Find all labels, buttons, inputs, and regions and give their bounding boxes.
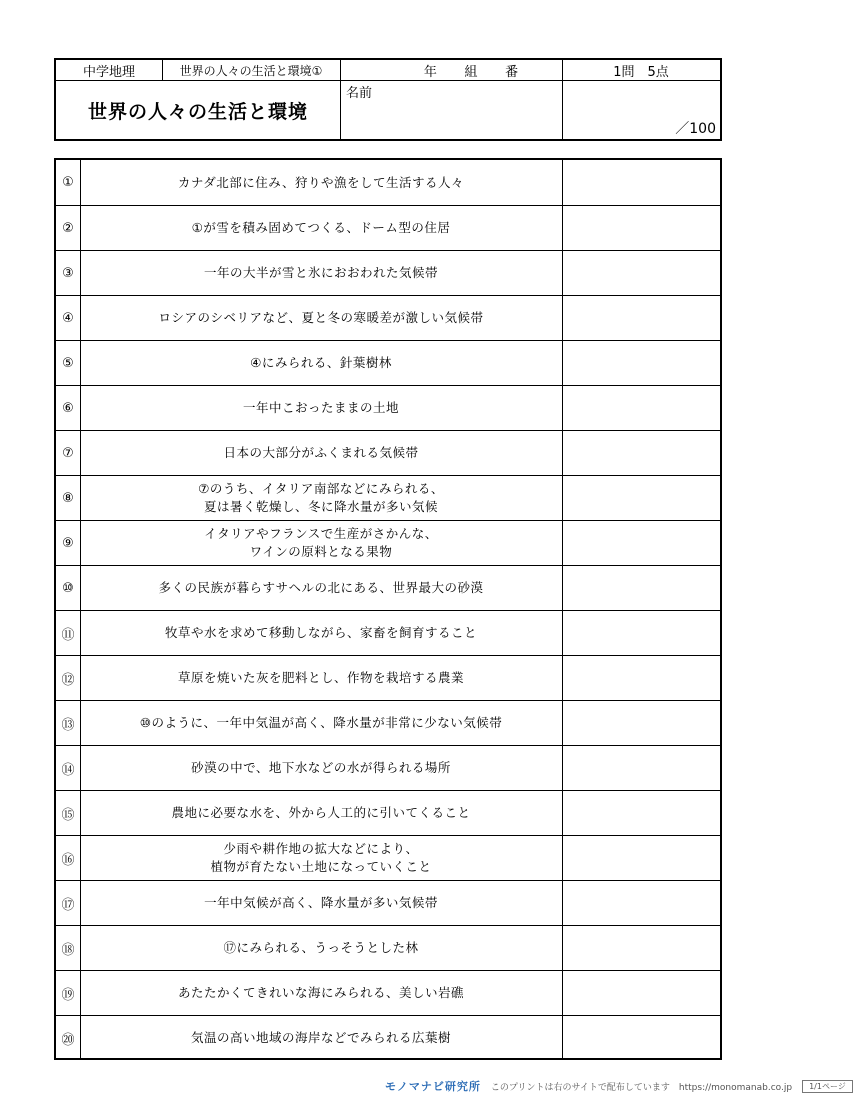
question-text-content: 気温の高い地域の海岸などでみられる広葉樹 (190, 1030, 451, 1045)
question-text (80, 881, 563, 925)
answer-box[interactable] (562, 926, 720, 970)
question-text (80, 701, 563, 745)
answer-box[interactable] (562, 881, 720, 925)
year-label: 年 (423, 64, 437, 80)
table-row (56, 295, 720, 340)
name-label: 名前 (346, 86, 373, 101)
footer (385, 1076, 846, 1096)
answer-box[interactable] (562, 1016, 720, 1060)
question-text (80, 611, 563, 655)
question-number: ⑲ (56, 971, 81, 1015)
question-number: ③ (56, 251, 81, 295)
question-text (80, 656, 563, 700)
answer-box[interactable] (562, 971, 720, 1015)
table-row (56, 835, 720, 880)
question-text (80, 1016, 563, 1060)
question-text (80, 386, 563, 430)
header-box (54, 58, 722, 141)
question-text (80, 971, 563, 1015)
answer-box[interactable] (562, 341, 720, 385)
question-number: ⑦ (56, 431, 81, 475)
table-row (56, 475, 720, 520)
table-row (56, 925, 720, 970)
table-row (56, 880, 720, 925)
subject-label: 中学地理 (82, 64, 135, 80)
table-row (56, 745, 720, 790)
table-row (56, 700, 720, 745)
question-text-content: ④にみられる、針葉樹林 (250, 355, 392, 370)
footer-note: このプリントは右のサイトで配布しています https://monomanab.co.jp (490, 1082, 793, 1093)
question-text-content: 牧草や水を求めて移動しながら、家畜を飼育すること (164, 625, 477, 640)
question-number: ⑨ (56, 521, 81, 565)
question-text (80, 566, 563, 610)
question-number: ⑳ (56, 1016, 81, 1060)
answer-box[interactable] (562, 611, 720, 655)
table-row (56, 970, 720, 1015)
question-text-content: 一年中こおったままの土地 (242, 400, 399, 415)
question-text-content: 農地に必要な水を、外から人工的に引いてくること (171, 805, 471, 820)
question-text-content: 草原を焼いた灰を肥料とし、作物を栽培する農業 (177, 670, 464, 685)
table-row (56, 250, 720, 295)
question-text (80, 521, 563, 565)
question-number: ⑫ (56, 656, 81, 700)
question-number: ⑱ (56, 926, 81, 970)
question-text-content: 少雨や耕作地の拡大などにより、 植物が育たない土地になっていくこと (210, 841, 432, 874)
question-text-content: ⑩のように、一年中気温が高く、降水量が非常に少ない気候帯 (139, 715, 503, 730)
answer-box[interactable] (562, 160, 720, 205)
question-text-content: ロシアのシベリアなど、夏と冬の寒暖差が激しい気候帯 (158, 310, 484, 325)
question-text-content: ⑰にみられる、うっそうとした林 (223, 940, 419, 955)
question-number: ① (56, 160, 81, 205)
page-title: 世界の人々の生活と環境 (87, 101, 308, 123)
number-label: 番 (505, 64, 519, 80)
table-row (56, 655, 720, 700)
class-number-labels (340, 60, 562, 80)
question-text-content: 多くの民族が暮らすサヘルの北にある、世界最大の砂漠 (158, 580, 484, 595)
question-text (80, 431, 563, 475)
question-number: ⑪ (56, 611, 81, 655)
table-row (56, 520, 720, 565)
answer-box[interactable] (562, 836, 720, 880)
table-row (56, 385, 720, 430)
question-text (80, 160, 563, 205)
question-number: ⑮ (56, 791, 81, 835)
unit-label: 世界の人々の生活と環境① (179, 63, 323, 78)
question-number: ⑧ (56, 476, 81, 520)
answer-box[interactable] (562, 431, 720, 475)
answer-box[interactable] (562, 386, 720, 430)
question-text (80, 926, 563, 970)
question-number: ⑯ (56, 836, 81, 880)
table-row (56, 205, 720, 250)
answer-box[interactable] (562, 791, 720, 835)
question-text (80, 251, 563, 295)
question-text (80, 206, 563, 250)
table-row (56, 160, 720, 205)
table-row (56, 340, 720, 385)
question-text-content: ①が雪を積み固めてつくる、ドーム型の住居 (191, 220, 451, 235)
answer-box[interactable] (562, 656, 720, 700)
question-number: ② (56, 206, 81, 250)
question-text (80, 746, 563, 790)
question-text-content: 日本の大部分がふくまれる気候帯 (223, 445, 419, 460)
answer-box[interactable] (562, 746, 720, 790)
question-text-content: 一年の大半が雪と氷におおわれた気候帯 (203, 265, 438, 280)
question-number: ⑥ (56, 386, 81, 430)
points-rule: 1問 5点 (613, 64, 669, 80)
answer-box[interactable] (562, 701, 720, 745)
answer-box[interactable] (562, 296, 720, 340)
question-number: ⑭ (56, 746, 81, 790)
max-score: ／100 (675, 121, 716, 137)
page-indicator: 1/1ページ (802, 1080, 853, 1093)
question-number: ⑬ (56, 701, 81, 745)
question-text-content: ⑦のうち、イタリア南部などにみられる、 夏は暑く乾燥し、冬に降水量が多い気候 (198, 481, 444, 514)
answer-box[interactable] (562, 251, 720, 295)
question-text (80, 341, 563, 385)
answer-box[interactable] (562, 521, 720, 565)
brand-logo: モノマナビ研究所 (385, 1080, 481, 1093)
question-table (54, 158, 722, 1060)
answer-box[interactable] (562, 476, 720, 520)
table-row (56, 1015, 720, 1060)
question-text (80, 296, 563, 340)
question-number: ⑤ (56, 341, 81, 385)
class-label: 組 (464, 64, 478, 80)
question-number: ⑩ (56, 566, 81, 610)
answer-box[interactable] (562, 206, 720, 250)
question-text (80, 791, 563, 835)
question-text-content: イタリアやフランスで生産がさかんな、 ワインの原料となる果物 (204, 526, 438, 559)
table-row (56, 610, 720, 655)
question-number: ⑰ (56, 881, 81, 925)
table-row (56, 790, 720, 835)
question-number: ④ (56, 296, 81, 340)
table-row (56, 430, 720, 475)
question-text (80, 836, 563, 880)
question-text-content: あたたかくてきれいな海にみられる、美しい岩礁 (177, 985, 464, 1000)
question-text-content: 砂漠の中で、地下水などの水が得られる場所 (191, 760, 451, 775)
question-text (80, 476, 563, 520)
name-field[interactable] (341, 81, 561, 141)
answer-box[interactable] (562, 566, 720, 610)
question-text-content: カナダ北部に住み、狩りや漁をして生活する人々 (177, 174, 465, 190)
question-text-content: 一年中気候が高く、降水量が多い気候帯 (204, 895, 438, 910)
table-row (56, 565, 720, 610)
